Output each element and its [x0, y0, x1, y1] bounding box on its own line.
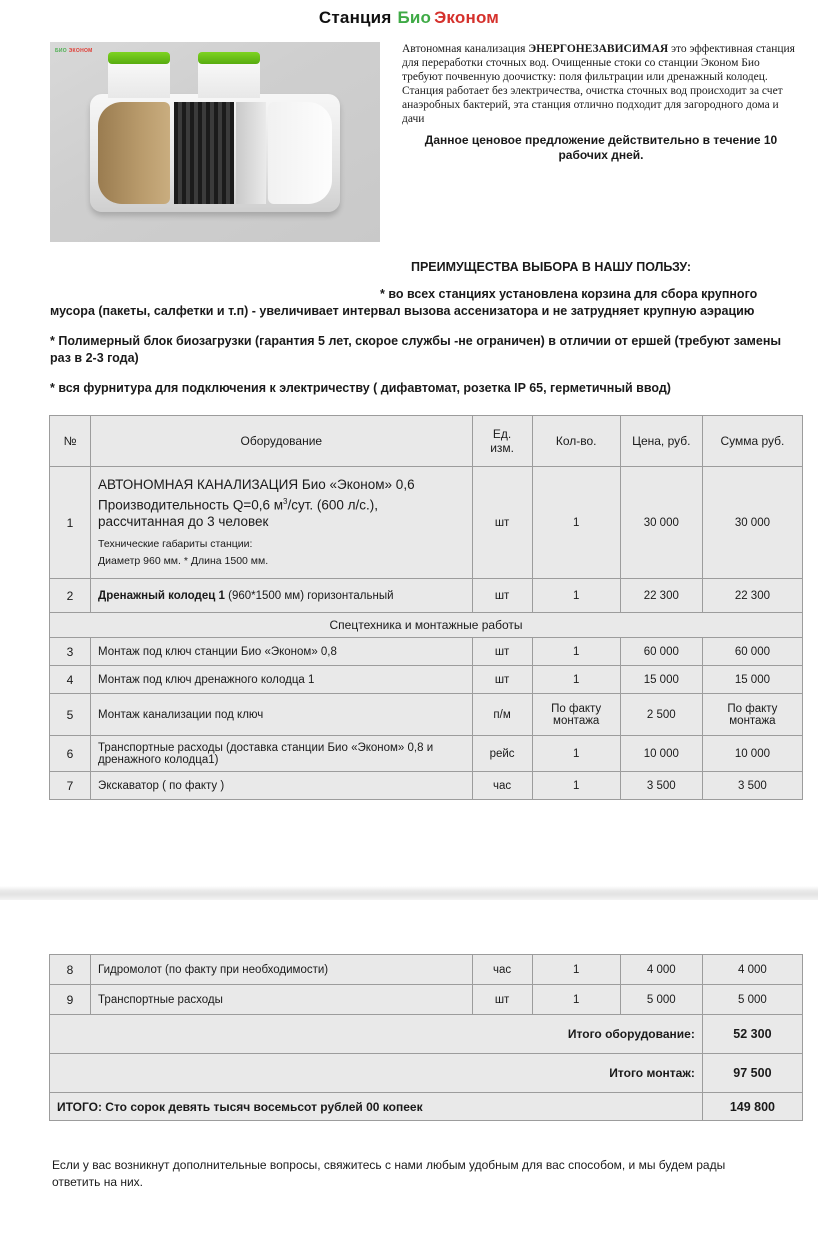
row1-capacity	[98, 493, 465, 531]
row-num: 1	[50, 467, 91, 579]
row1-capacity-sup: 3	[283, 496, 288, 506]
row1-title: АВТОНОМНАЯ КАНАЛИЗАЦИЯ Био «Эконом» 0,6	[98, 476, 415, 492]
intro-text	[380, 42, 800, 163]
row-price: 5 000	[620, 985, 702, 1015]
col-header-unit	[472, 416, 532, 467]
grand-total-label: ИТОГО: Сто сорок девять тысяч восемьсот рублей 00 копеек	[50, 1093, 703, 1121]
row-price: 15 000	[620, 666, 702, 694]
row-sum: 30 000	[702, 467, 802, 579]
table-header-row	[50, 416, 803, 467]
row-unit: п/м	[472, 694, 532, 736]
row-equipment: Транспортные расходы (доставка станции Био «Эконом» 0,8 и дренажного колодца1)	[91, 736, 473, 772]
title-part-econom: Эконом	[434, 8, 500, 27]
row-qty: 1	[532, 579, 620, 613]
row-equipment: Монтаж канализации под ключ	[91, 694, 473, 736]
advantage-item-2: * Полимерный блок биозагрузки (гарантия 5 лет, скорое службы -не ограничен) в отличии от ершей (требуют замены раз в 2-3 года)	[50, 334, 782, 365]
hero-section	[0, 28, 818, 242]
row-sum: По факту монтажа	[702, 694, 802, 736]
col-header-equipment: Оборудование	[91, 416, 473, 467]
row-price: 30 000	[620, 467, 702, 579]
row-num: 5	[50, 694, 91, 736]
row2-name-rest: (960*1500 мм) горизонтальный	[224, 589, 394, 602]
tank-illustration	[90, 94, 340, 212]
row-unit: шт	[472, 666, 532, 694]
row-qty: 1	[532, 638, 620, 666]
row-unit: час	[472, 955, 532, 985]
row-price: 4 000	[620, 955, 702, 985]
row-price: 3 500	[620, 772, 702, 800]
total-installation-value: 97 500	[702, 1054, 802, 1093]
table-row	[50, 694, 803, 736]
col-header-num: №	[50, 416, 91, 467]
col-header-unit-l2: изм.	[490, 441, 514, 455]
row-unit: шт	[472, 638, 532, 666]
quote-table-part-1	[49, 415, 803, 800]
row-price: 2 500	[620, 694, 702, 736]
row-unit: час	[472, 772, 532, 800]
table-total-row	[50, 1054, 803, 1093]
table-row	[50, 736, 803, 772]
row-qty: 1	[532, 666, 620, 694]
row-num: 4	[50, 666, 91, 694]
table-row	[50, 638, 803, 666]
table-grand-total-row	[50, 1093, 803, 1121]
chamber-middle	[236, 102, 266, 204]
table-section-row	[50, 613, 803, 638]
table-row	[50, 772, 803, 800]
table-row	[50, 467, 803, 579]
row-price: 10 000	[620, 736, 702, 772]
row-price: 60 000	[620, 638, 702, 666]
row-qty: 1	[532, 467, 620, 579]
product-image	[50, 42, 380, 242]
row-price: 22 300	[620, 579, 702, 613]
row-equipment: Монтаж под ключ дренажного колодца 1	[91, 666, 473, 694]
row-sum: 3 500	[702, 772, 802, 800]
row-num: 8	[50, 955, 91, 985]
section-header-label: Спецтехника и монтажные работы	[50, 613, 803, 638]
col-header-price: Цена, руб.	[620, 416, 702, 467]
row-sum: 15 000	[702, 666, 802, 694]
row-equipment: Гидромолот (по факту при необходимости)	[91, 955, 473, 985]
chamber-bioload	[174, 102, 234, 204]
document-page-2	[0, 954, 818, 1254]
row-num: 9	[50, 985, 91, 1015]
row-qty: 1	[532, 985, 620, 1015]
row-unit: шт	[472, 985, 532, 1015]
row1-capacity-pre: Производительность Q=0,6 м	[98, 497, 284, 513]
table-row	[50, 666, 803, 694]
row-unit: шт	[472, 579, 532, 613]
row-equipment	[91, 579, 473, 613]
footer-contact-note: Если у вас возникнут дополнительные вопросы, свяжитесь с нами любым удобным для вас способом, и мы будем рады ответить на них.	[52, 1158, 726, 1189]
offer-validity-note: Данное ценовое предложение действительно в течение 10 рабочих дней.	[424, 133, 778, 162]
tank-cap-right	[198, 52, 260, 64]
total-installation-label: Итого монтаж:	[50, 1054, 703, 1093]
row-sum: 4 000	[702, 955, 802, 985]
row-equipment: Экскаватор ( по факту )	[91, 772, 473, 800]
row-num: 6	[50, 736, 91, 772]
chamber-primary	[98, 102, 170, 204]
row1-dimensions-label: Технические габариты станции:	[98, 538, 253, 551]
table-total-row	[50, 1015, 803, 1054]
advantages-heading: ПРЕИМУЩЕСТВА ВЫБОРА В НАШУ ПОЛЬЗУ:	[410, 260, 692, 274]
advantage-item-3: * вся фурнитура для подключения к электричеству ( дифавтомат, розетка IP 65, герметичный ввод)	[50, 381, 671, 395]
row-qty: 1	[532, 736, 620, 772]
row-qty: По факту монтажа	[532, 694, 620, 736]
intro-lead-prefix: Автономная канализация	[402, 43, 529, 55]
row-unit: шт	[472, 467, 532, 579]
advantage-item-1: * во всех станциях установлена корзина для сбора крупного мусора (пакеты, салфетки и т.п) - увеличивает интервал вызова ассенизатора и не затрудняет крупную аэрацию	[50, 287, 758, 318]
page-break-separator	[0, 886, 818, 900]
col-header-qty: Кол-во.	[532, 416, 620, 467]
row1-dimensions-value: Диаметр 960 мм. * Длина 1500 мм.	[98, 555, 269, 568]
page-title	[0, 0, 818, 28]
table-row	[50, 579, 803, 613]
row-qty: 1	[532, 772, 620, 800]
title-part-station: Станция	[318, 8, 392, 27]
watermark-bio: БИО	[55, 48, 67, 54]
table-row	[50, 985, 803, 1015]
grand-total-value: 149 800	[702, 1093, 802, 1121]
row-equipment: Транспортные расходы	[91, 985, 473, 1015]
col-header-unit-l1: Ед.	[492, 427, 512, 441]
quote-table-part-2	[49, 954, 803, 1121]
watermark	[55, 48, 93, 54]
total-equipment-value: 52 300	[702, 1015, 802, 1054]
row-num: 2	[50, 579, 91, 613]
intro-lead-bold: ЭНЕРГОНЕЗАВИСИМАЯ	[528, 43, 669, 55]
intro-body: это эффективная станция для переработки сточных вод. Очищенные стоки со станции Эконом Био требуют почвенную доочистку: поля фильтрации или дренажный колодец. Станция работает без электричества, очистка сточных вод происходит за счет анаэробных бактерий, эта станция отлично подходит для загородного дома и дачи	[402, 43, 795, 125]
row-equipment	[91, 467, 473, 579]
row-unit: рейс	[472, 736, 532, 772]
total-equipment-label: Итого оборудование:	[50, 1015, 703, 1054]
row2-name-bold: Дренажный колодец 1	[98, 589, 225, 602]
row-sum: 10 000	[702, 736, 802, 772]
title-part-bio: Био	[397, 8, 432, 27]
row1-capacity-post: /сут. (600 л/с.), рассчитанная до 3 человек	[98, 497, 379, 530]
row-sum: 60 000	[702, 638, 802, 666]
chamber-clean	[268, 102, 332, 204]
row-sum: 22 300	[702, 579, 802, 613]
tank-cap-left	[108, 52, 170, 64]
watermark-econom: ЭКОНОМ	[68, 48, 93, 54]
col-header-sum: Сумма руб.	[702, 416, 802, 467]
row-qty: 1	[532, 955, 620, 985]
row-sum: 5 000	[702, 985, 802, 1015]
table-row	[50, 955, 803, 985]
row-num: 7	[50, 772, 91, 800]
row-num: 3	[50, 638, 91, 666]
row-equipment: Монтаж под ключ станции Био «Эконом» 0,8	[91, 638, 473, 666]
